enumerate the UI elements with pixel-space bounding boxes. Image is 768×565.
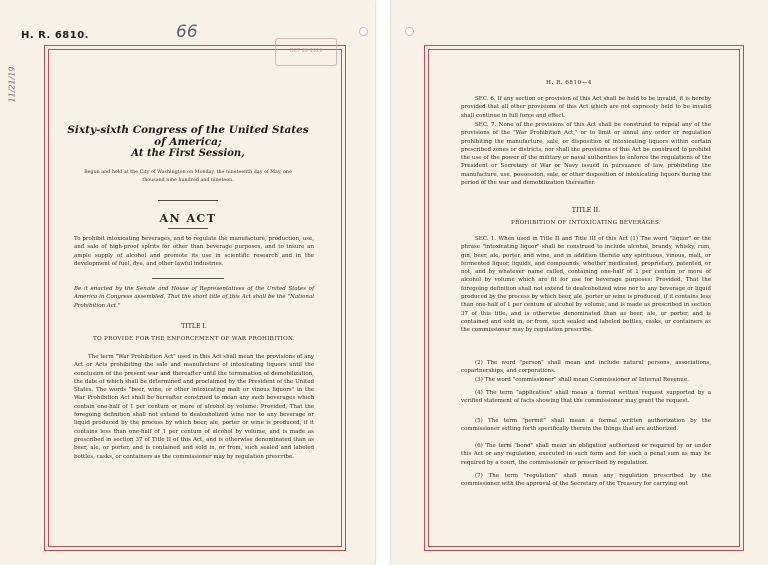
congress-heading: Sixty-sixth Congress of the United States of America; bbox=[67, 124, 309, 148]
handwritten-number: 66 bbox=[176, 22, 198, 42]
stamp-text: OCT 28 1919 bbox=[289, 48, 323, 54]
divider-rule bbox=[152, 278, 224, 279]
title-subheading: TO PROVIDE FOR THE ENFORCEMENT OF WAR PROHIBITION. bbox=[93, 336, 295, 342]
title-label: TITLE I. bbox=[181, 323, 207, 330]
bill-number: H. R. 6810—4 bbox=[546, 80, 592, 86]
section-1: SEC. 1. When used in Title II and Title III of this Act (1) The word "liquor" or the phrase "intoxicating liquor" shall be construed to include alcohol, brandy, whisky, rum, gin, beer, ale, porter, and wine, and in addition thereto any spirituous, vinous, malt, or fermented liquor, liquids, and compounds, whether medicated, proprietary, patented, or not, and by whatever name called, containing one-half of 1 per centum or more of alcohol by volume which are fit for use for beverage purposes: Provided, That the foregoing definition shall not extend to dealcoholized wine nor to any beverage or liquid produced by the process by which beer, ale, porter or wine is produced, if it contains less than one-half of 1 per centum of alcohol by volume, and is made as prescribed in section 37 of this title, and is otherwise denominated than as beer, ale, or porter, and is contained and sold in, or from, such sealed and labeled bottles, casks, or containers as the commissioner may by regulation prescribe. bbox=[461, 236, 711, 334]
act-purpose: To prohibit intoxicating beverages, and to regulate the manufacture, production, use, and sale of high-proof spirits for other than beverage purposes, and to insure an ample supply of alcohol and promote its use in scientific research and in the development of fuel, dye, and other lawful industries. bbox=[74, 236, 314, 267]
definition-commissioner: (3) The word "commissioner" shall mean Commissioner of Internal Revenue. bbox=[475, 377, 689, 383]
act-heading: AN ACT bbox=[159, 212, 217, 225]
divider-rule bbox=[158, 200, 218, 201]
title-subheading: PROHIBITION OF INTOXICATING BEVERAGES. bbox=[511, 220, 661, 226]
title-label: TITLE II. bbox=[571, 207, 601, 214]
divider-rule bbox=[168, 228, 208, 229]
definition-person: (2) The word "person" shall mean and include natural persons, associations, copartnerships, and corporations. bbox=[461, 360, 711, 375]
right-document-page bbox=[391, 0, 768, 565]
received-stamp bbox=[275, 38, 337, 66]
left-document-page bbox=[0, 0, 375, 565]
definition-permit: (5) The term "permit" shall mean a formal written authorization by the commissioner setting forth specifically therein the things that are authorized. bbox=[461, 418, 711, 433]
title-body: The term "War Prohibition Act" used in this Act shall mean the provisions of any Act or Acts prohibiting the sale and manufacture of intoxicating liquors until the conclusion of the present war and thereafter until the termination of demobilization, the date of which shall be determined and proclaimed by the President of the United States. The words "beer, wine, or other intoxicating malt or vinous liquors" in the War Prohibition Act shall be hereafter construed to mean any such beverages which contain one-half of 1 per centum or more of alcohol by volume: Provided, That the foregoing definition shall not extend to dealcoholized wine nor to any beverage or liquid produced by the process by which beer, ale, porter or wine is produced, if it contains less than one-half of 1 per centum of alcohol by volume, and is made as prescribed in section 37 of Title II of this Act, and is otherwise denominated than as beer, ale, or porter, and is contained and sold in, or from, such sealed and labeled bottles, casks, or containers as the commissioner may by regulation prescribe. bbox=[74, 354, 314, 460]
enacting-clause: Be it enacted by the Senate and House of Representatives of the United States of America in Congress assembled, That the short title of this Act shall be the "National Prohibition Act." bbox=[74, 286, 314, 309]
punch-hole bbox=[359, 27, 368, 36]
section-6: SEC. 6. If any section or provision of this Act shall be held to be invalid, it is hereby provided that all other provisions of this Act which are not expressly held to be invalid shall continue in full force and effect. bbox=[461, 96, 711, 119]
session-heading: At the First Session, bbox=[131, 148, 245, 159]
handwritten-side-note: 11/21/19 bbox=[7, 66, 17, 103]
begun-text: Begun and held at the City of Washington on Monday, the nineteenth day of May, one thousand nine hundred and nineteen. bbox=[84, 170, 292, 183]
definition-bond: (6) The term "bond" shall mean an obligation authorized or required by or under this Act or any regulation, executed in such form and for such a penal sum as may be required by a court, the commissioner or prescribed by regulation. bbox=[461, 443, 711, 466]
definition-application: (4) The term "application" shall mean a formal written request supported by a verified statement of facts showing that the commissioner may grant the request. bbox=[461, 390, 711, 405]
bill-number: H. R. 6810. bbox=[21, 30, 89, 41]
section-7: SEC. 7. None of the provisions of this Act shall be construed to repeal any of the provisions of the "War Prohibition Act," or to limit or annul any order or regulation prohibiting the manufacture, sale, or disposition of intoxicating liquors within certain prescribed zones or districts, nor shall the provisions of this Act be construed to prohibit the use of the power of the military or naval authorities to enforce the regulations of the President or Secretary of War or Navy issued in pursuance of law, prohibiting the manufacture, use, possession, sale, or other disposition of intoxicating liquors during the period of the war and demobilization thereafter. bbox=[461, 122, 711, 187]
definition-regulation: (7) The term "regulation" shall mean any regulation prescribed by the commissioner with the approval of the Secretary of the Treasury for carrying out bbox=[461, 473, 711, 488]
punch-hole bbox=[405, 27, 414, 36]
